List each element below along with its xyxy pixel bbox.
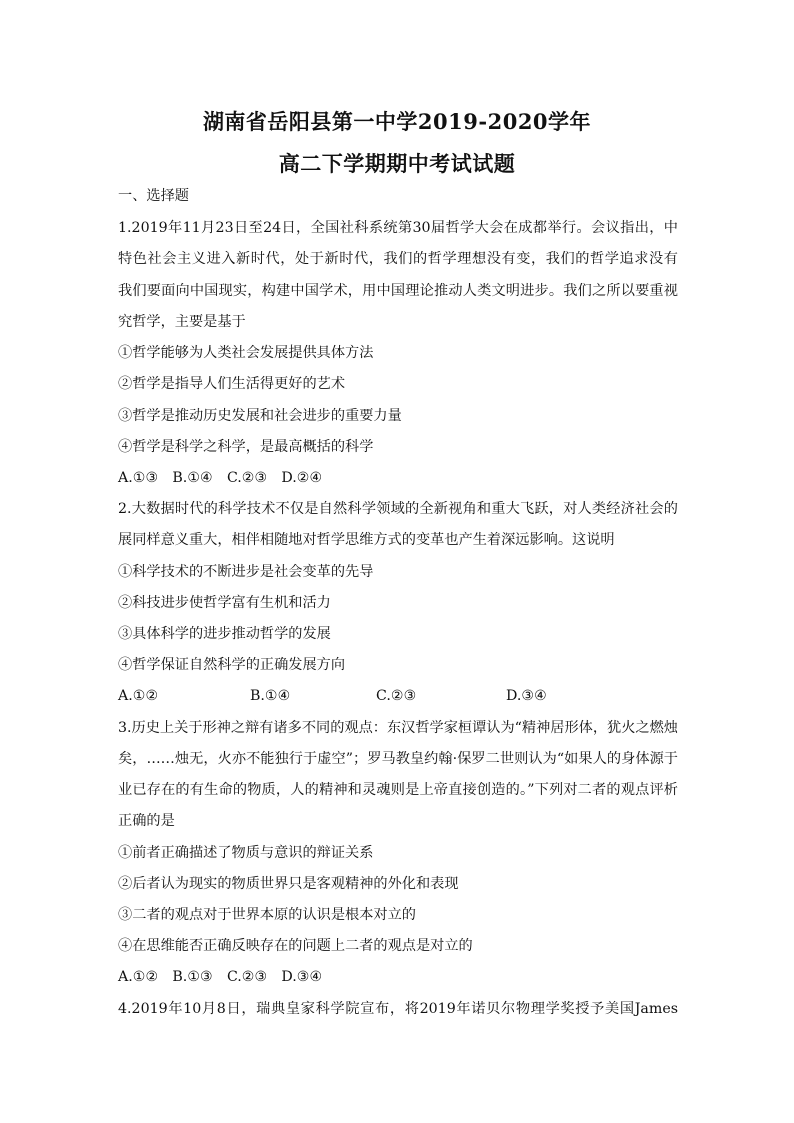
document-title-line2: 高二下学期期中考试试题: [278, 151, 516, 176]
q1-answer-options: A.①③ B.①④ C.②③ D.②④: [118, 470, 323, 486]
q3-answer-options: A.①② B.①③ C.②③ D.③④: [118, 969, 323, 985]
q2-option-c: C.②③: [376, 688, 417, 704]
q1-item: ①哲学能够为人类社会发展提供具体方法: [118, 345, 374, 361]
q3-item: ④在思维能否正确反映存在的问题上二者的观点是对立的: [118, 938, 473, 954]
q1-stem-line: 我们要面向中国现实，构建中国学术，用中国理论推动人类文明进步。我们之所以要重视: [118, 283, 678, 299]
q1-item: ③哲学是推动历史发展和社会进步的重要力量: [118, 408, 402, 424]
q2-item: ①科学技术的不断进步是社会变革的先导: [118, 564, 374, 580]
q2-option-b: B.①④: [250, 688, 291, 704]
q3-item: ②后者认为现实的物质世界只是客观精神的外化和表现: [118, 876, 459, 892]
q1-stem-line: 究哲学，主要是基于: [118, 314, 246, 330]
q2-option-d: D.③④: [506, 688, 547, 704]
q3-stem-line: 业已存在的有生命的物质，人的精神和灵魂则是上帝直接创造的。”下列对二者的观点评析: [118, 782, 678, 798]
q2-stem-line: 2.大数据时代的科学技术不仅是自然科学领域的全新视角和重大飞跃，对人类经济社会的: [118, 501, 678, 517]
q3-item: ①前者正确描述了物质与意识的辩证关系: [118, 845, 374, 861]
q3-item: ③二者的观点对于世界本原的认识是根本对立的: [118, 907, 416, 923]
section-heading: 一、选择题: [118, 188, 189, 204]
q3-stem-line: 3.历史上关于形神之辩有诸多不同的观点：东汉哲学家桓谭认为“精神居形体，犹火之燃烛: [118, 720, 678, 736]
q1-stem-line: 1.2019年11月23日至24日，全国社科系统第30届哲学大会在成都举行。会议指出，中: [118, 220, 678, 236]
q1-item: ④哲学是科学之科学，是最高概括的科学: [118, 439, 374, 455]
q2-option-a: A.①②: [118, 688, 159, 704]
q4-stem-line: 4.2019年10月8日，瑞典皇家科学院宣布，将2019年诺贝尔物理学奖授予美国James: [118, 1001, 678, 1017]
q2-item: ②科技进步使哲学富有生机和活力: [118, 595, 331, 611]
q1-item: ②哲学是指导人们生活得更好的艺术: [118, 376, 346, 392]
q1-stem-line: 特色社会主义进入新时代，处于新时代，我们的哲学理想没有变，我们的哲学追求没有: [118, 251, 678, 267]
document-title-line1: 湖南省岳阳县第一中学2019-2020学年: [202, 109, 592, 134]
q3-stem-line: 正确的是: [118, 813, 175, 829]
q2-stem-line: 展同样意义重大，相伴相随地对哲学思维方式的变革也产生着深远影响。这说明: [118, 532, 615, 548]
q2-item: ③具体科学的进步推动哲学的发展: [118, 626, 331, 642]
q3-stem-line: 矣，……烛无，火亦不能独行于虚空”；罗马教皇约翰·保罗二世则认为“如果人的身体源于: [118, 751, 678, 767]
q2-item: ④哲学保证自然科学的正确发展方向: [118, 657, 346, 673]
